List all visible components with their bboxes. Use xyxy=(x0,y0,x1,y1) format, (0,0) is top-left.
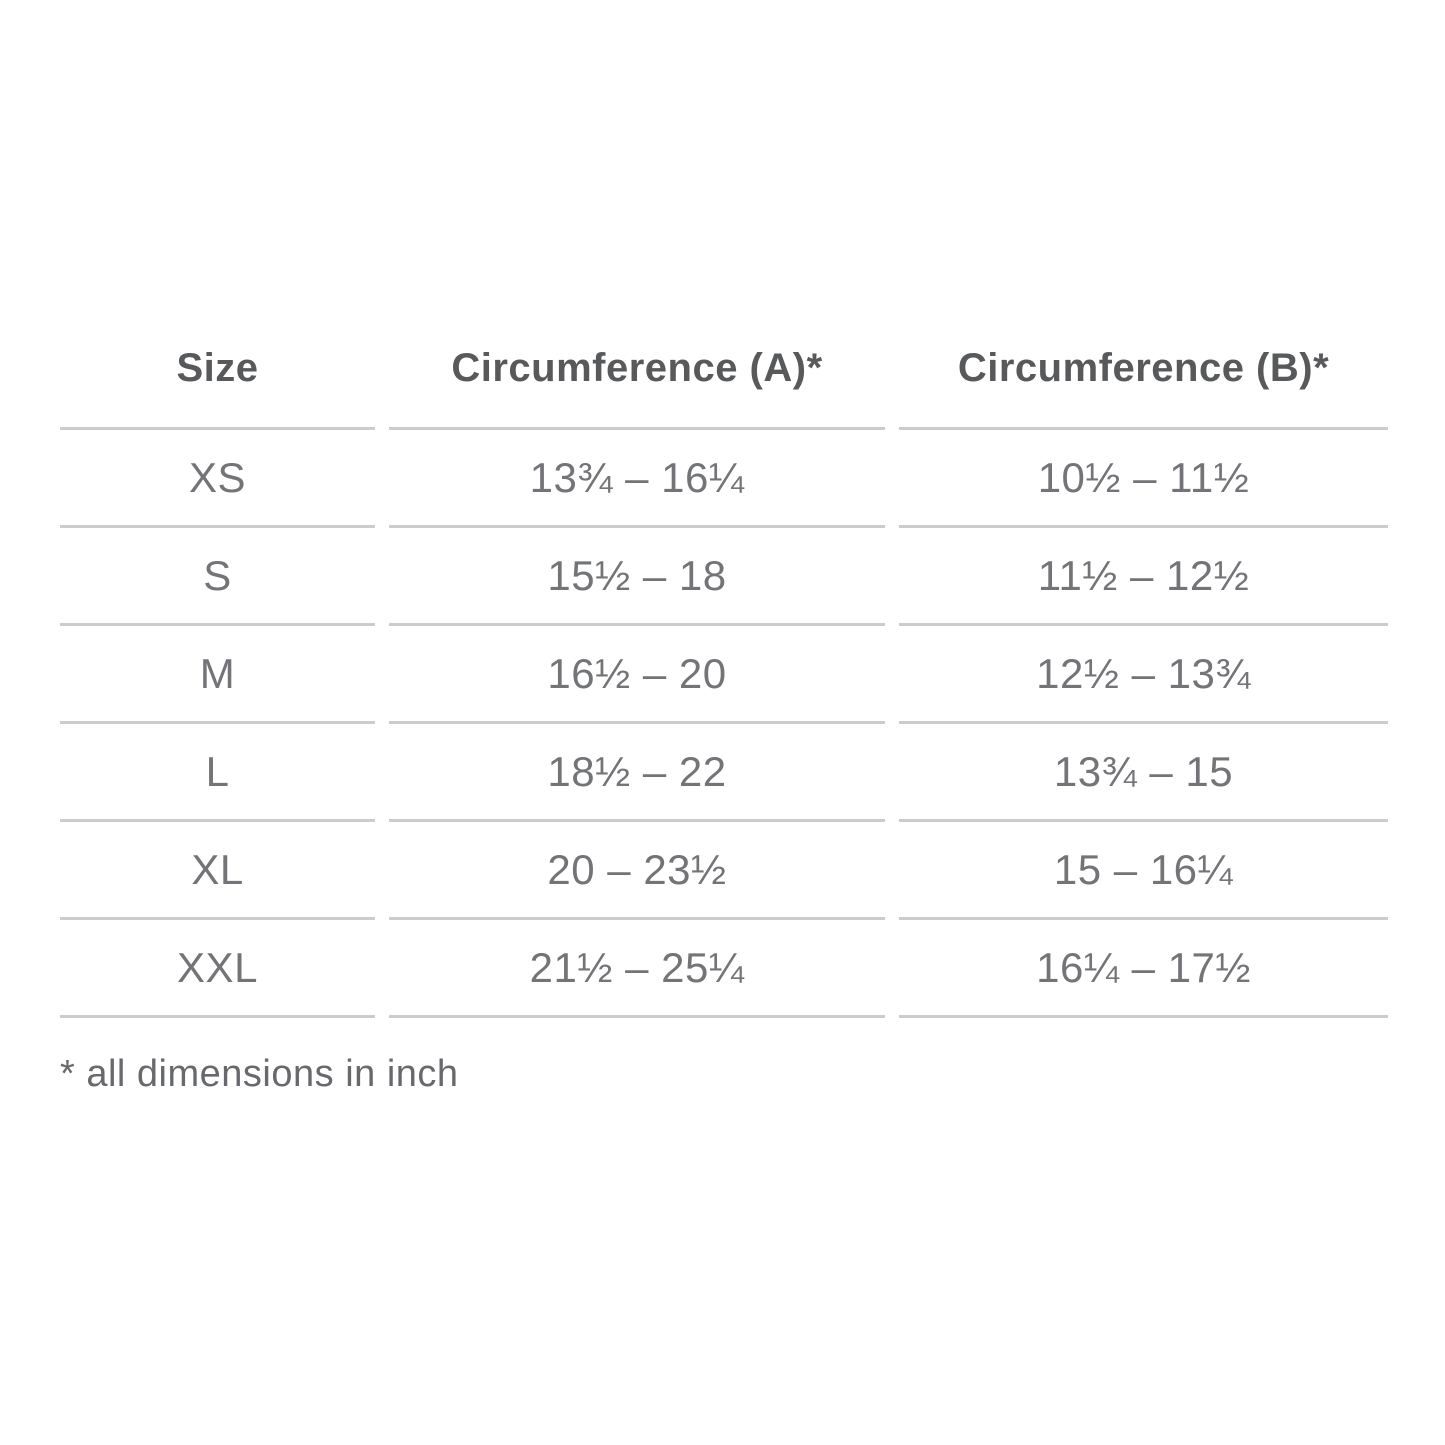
size-label: XS xyxy=(60,430,375,528)
circumference-b-value: 12½ – 13¾ xyxy=(899,626,1388,724)
table-row-xs xyxy=(60,430,1388,528)
column-header-size: Size xyxy=(60,310,375,430)
circumference-b-value: 10½ – 11½ xyxy=(899,430,1388,528)
circumference-b-value: 16¼ – 17½ xyxy=(899,920,1388,1018)
circumference-a-value: 15½ – 18 xyxy=(389,528,885,626)
size-label: XXL xyxy=(60,920,375,1018)
table-header-row xyxy=(60,310,1388,430)
circumference-a-value: 21½ – 25¼ xyxy=(389,920,885,1018)
circumference-a-value: 13¾ – 16¼ xyxy=(389,430,885,528)
dimensions-footnote: * all dimensions in inch xyxy=(60,1053,459,1095)
circumference-a-value: 16½ – 20 xyxy=(389,626,885,724)
table-row-s xyxy=(60,528,1388,626)
column-header-circumference-a: Circumference (A)* xyxy=(389,310,885,430)
table-row-xl xyxy=(60,822,1388,920)
table-row-l xyxy=(60,724,1388,822)
column-header-circumference-b: Circumference (B)* xyxy=(899,310,1388,430)
size-label: M xyxy=(60,626,375,724)
circumference-a-value: 20 – 23½ xyxy=(389,822,885,920)
size-label: XL xyxy=(60,822,375,920)
size-chart-table xyxy=(60,310,1388,1018)
circumference-a-value: 18½ – 22 xyxy=(389,724,885,822)
size-label: S xyxy=(60,528,375,626)
table-row-m xyxy=(60,626,1388,724)
circumference-b-value: 15 – 16¼ xyxy=(899,822,1388,920)
table-row-xxl xyxy=(60,920,1388,1018)
circumference-b-value: 13¾ – 15 xyxy=(899,724,1388,822)
size-label: L xyxy=(60,724,375,822)
circumference-b-value: 11½ – 12½ xyxy=(899,528,1388,626)
